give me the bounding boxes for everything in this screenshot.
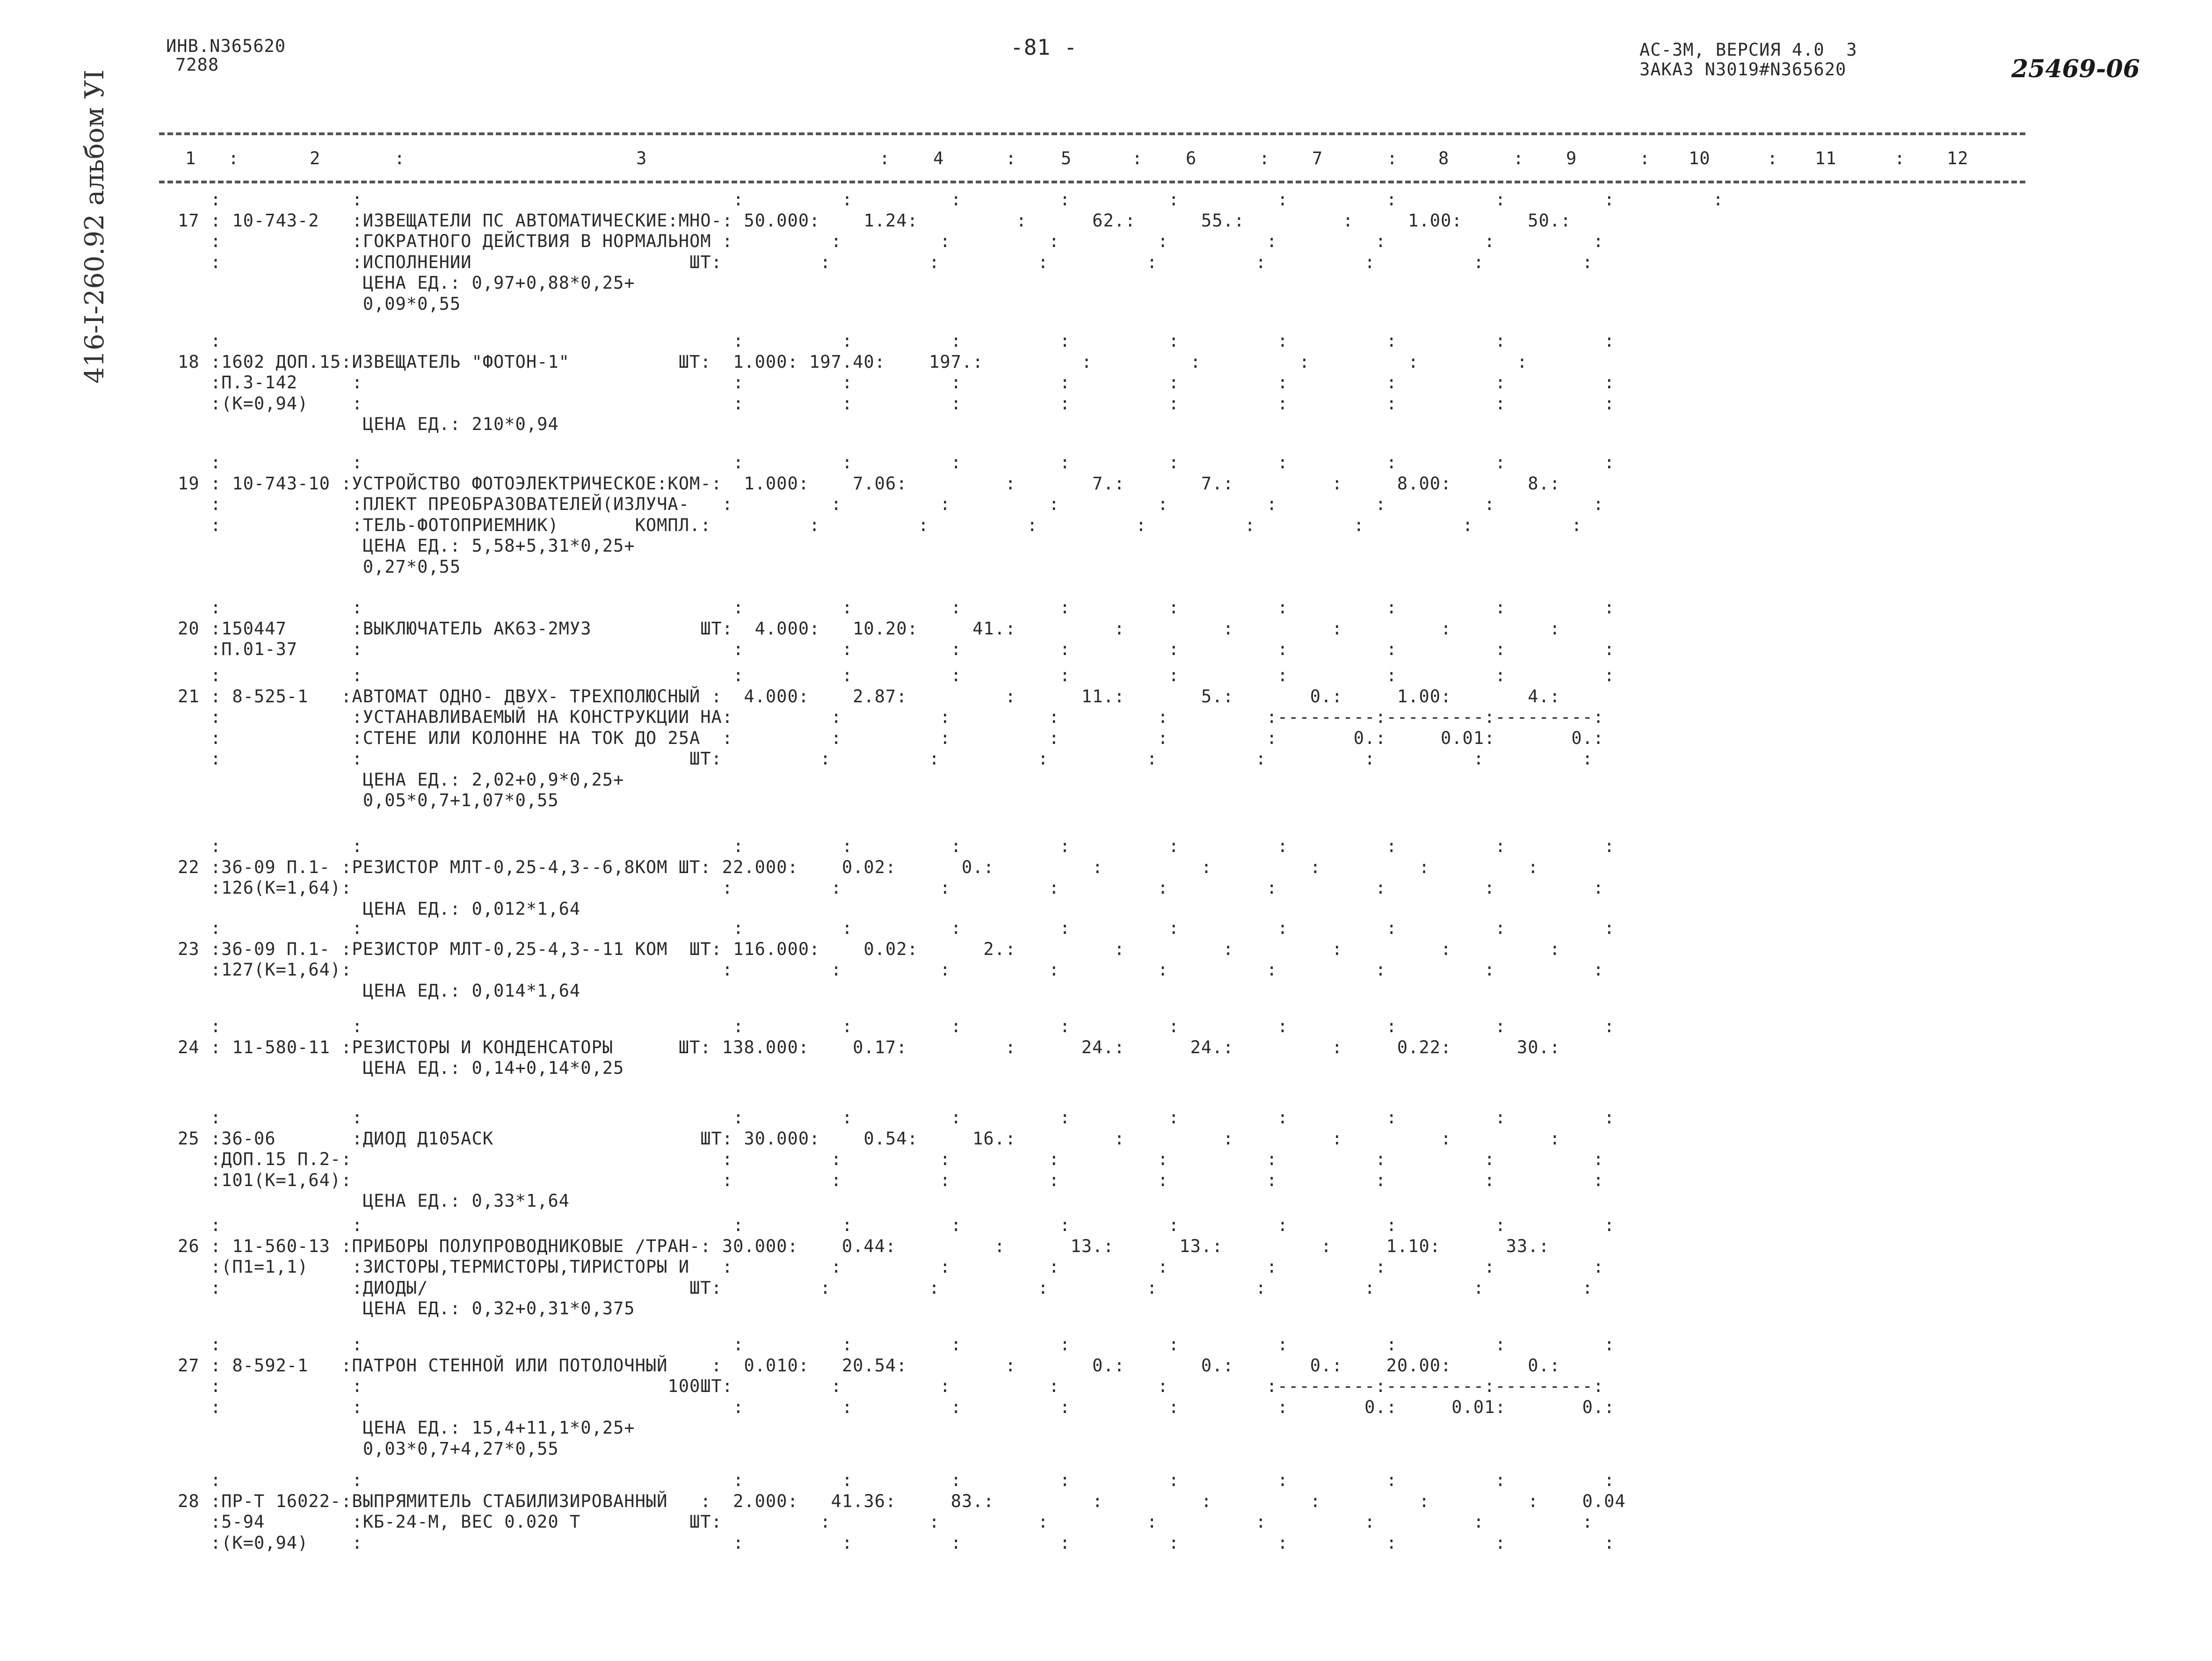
table-row-line: : :ГОКРАТНОГО ДЕЙСТВИЯ В НОРМАЛЬНОМ : : : : : : : : : [178,231,1604,251]
table-row-line: : : : : : : : : : : : [178,665,1615,685]
table-row-line: :5-94 :КБ-24-М, ВЕС 0.020 Т ШТ: : : : : : : : : [178,1512,1593,1532]
table-row-line: : : : : : : : : : : : [178,918,1615,938]
table-row-line: : :СТЕНЕ ИЛИ КОЛОННЕ НА ТОК ДО 25А : : : : : : 0.: 0.01: 0.: [178,728,1604,748]
table-row-line: : : : : : : : : : : [178,331,1615,351]
header-rule-top [159,132,2025,135]
order-number: ЗАКАЗ N3019#N365620 [1639,59,1847,80]
table-row-line: : : : : : : : : : : : [178,1334,1615,1355]
table-row-line: 18 :1602 ДОП.15:ИЗВЕЩАТЕЛЬ "ФОТОН-1" ШТ: 1.000: 197.40: 197.: : : : : : [178,351,1528,372]
side-album-label: 416-I-260.92 альбом УI [80,69,110,384]
table-row-line: : : : : : : : : 0.: 0.01: 0.: [178,1397,1615,1417]
column-header: 10 [1689,148,1711,168]
table-row-line: : : : : : : : : : : : [178,1107,1615,1128]
table-row-line: : : : : : : : : : : : [178,452,1615,473]
table-row-line: ЦЕНА ЕД.: 5,58+5,31*0,25+ [178,536,635,556]
table-row-line: 17 : 10-743-2 :ИЗВЕЩАТЕЛИ ПС АВТОМАТИЧЕСКИЕ:МНО-: 50.000: 1.24: : 62.: 55.: : 1.00: 50.: [178,210,1572,231]
table-row-line: ЦЕНА ЕД.: 0,014*1,64 [178,980,581,1001]
table-row-line: 0,03*0,7+4,27*0,55 [178,1438,559,1459]
column-header: 4 [933,148,944,168]
table-row-line: : : 100ШТ: : : : : :---------:---------:---------: [178,1376,1604,1396]
archive-stamp: 25469-06 [2011,55,2140,83]
table-row-line: :(П1=1,1) :ЗИСТОРЫ,ТЕРМИСТОРЫ,ТИРИСТОРЫ И : : : : : : : : : [178,1257,1604,1277]
table-row-line: : :ТЕЛЬ-ФОТОПРИЕМНИК) КОМПЛ.: : : : : : : : : [178,515,1582,535]
column-header: 8 [1438,148,1450,168]
table-row-line: 25 :36-06 :ДИОД Д105АСК ШТ: 30.000: 0.54: 16.: : : : : : [178,1128,1561,1149]
column-header: 2 [310,148,321,168]
table-row-line: :101(К=1,64): : : : : : : : : : [178,1170,1604,1190]
column-header: 7 [1312,148,1323,168]
table-row-line: : :УСТАНАВЛИВАЕМЫЙ НА КОНСТРУКЦИИ НА: : : : : :---------:---------:---------: [178,707,1604,727]
table-row-line: :П.3-142 : : : : : : : : : : [178,372,1615,393]
table-row-line: :(К=0,94) : : : : : : : : : : [178,1532,1615,1553]
table-row-line: :П.01-37 : : : : : : : : : : [178,639,1615,659]
table-row-line: : : ШТ: : : : : : : : : [178,749,1593,769]
column-header: 3 [636,148,647,168]
column-header: 5 [1061,148,1072,168]
table-row-line: : : : : : : : : : : : [178,597,1615,618]
table-row-line: :ДОП.15 П.2-: : : : : : : : : : [178,1149,1604,1169]
table-row-line: ЦЕНА ЕД.: 0,32+0,31*0,375 [178,1298,635,1319]
table-row-line: ЦЕНА ЕД.: 210*0,94 [178,414,559,434]
table-row-line: : :ПЛЕКТ ПРЕОБРАЗОВАТЕЛЕЙ(ИЗЛУЧА- : : : : : : : : : [178,494,1604,514]
table-row-line: ЦЕНА ЕД.: 0,97+0,88*0,25+ [178,273,635,293]
table-row-line: : : : : : : : : : : : [178,1215,1615,1235]
table-row-line: : : : : : : : : : : : [178,1470,1615,1490]
table-row-line: ЦЕНА ЕД.: 0,012*1,64 [178,898,581,919]
table-row-line: : :ДИОДЫ/ ШТ: : : : : : : : : [178,1277,1593,1298]
table-row-line: 20 :150447 :ВЫКЛЮЧАТЕЛЬ АК63-2МУ3 ШТ: 4.000: 10.20: 41.: : : : : : [178,618,1561,639]
column-header: 6 [1186,148,1197,168]
column-header: 11 [1815,148,1837,168]
table-row-line: ЦЕНА ЕД.: 0,14+0,14*0,25 [178,1058,624,1078]
table-row-line: 23 :36-09 П.1- :РЕЗИСТОР МЛТ-0,25-4,3--11 КОМ ШТ: 116.000: 0.02: 2.: : : : : : [178,939,1561,959]
table-row-line: ЦЕНА ЕД.: 2,02+0,9*0,25+ [178,769,624,790]
table-row-line: 26 : 11-560-13 :ПРИБОРЫ ПОЛУПРОВОДНИКОВЫЕ /ТРАН-: 30.000: 0.44: : 13.: 13.: : 1.10: 33.: [178,1236,1550,1256]
table-row-line: 19 : 10-743-10 :УСТРОЙСТВО ФОТОЭЛЕКТРИЧЕСКОЕ:КОМ-: 1.000: 7.06: : 7.: 7.: : 8.00: 8.: [178,473,1561,494]
column-header: 12 [1947,148,1969,168]
header-rule-bottom [159,181,2025,183]
table-row-line: 24 : 11-580-11 :РЕЗИСТОРЫ И КОНДЕНСАТОРЫ ШТ: 138.000: 0.17: : 24.: 24.: : 0.22: 30.: [178,1037,1561,1057]
inventory-number: ИНВ.N365620 [166,36,286,56]
table-row-line: : : : : : : : : : : : : [178,189,1724,210]
table-row-line: :126(К=1,64): : : : : : : : : : [178,878,1604,898]
table-row-line: ЦЕНА ЕД.: 0,33*1,64 [178,1191,570,1211]
table-row-line: : :ИСПОЛНЕНИИ ШТ: : : : : : : : : [178,252,1593,272]
table-row-line: 0,09*0,55 [178,293,461,314]
page-number: -81 - [1010,35,1078,60]
column-header: 9 [1566,148,1577,168]
table-row-line: ЦЕНА ЕД.: 15,4+11,1*0,25+ [178,1418,635,1438]
table-row-line: 0,05*0,7+1,07*0,55 [178,790,559,810]
table-row-line: 27 : 8-592-1 :ПАТРОН СТЕННОЙ ИЛИ ПОТОЛОЧНЫЙ : 0.010: 20.54: : 0.: 0.: 0.: 20.00: 0.: [178,1355,1561,1376]
program-version: АС-3М, ВЕРСИЯ 4.0 3 [1639,40,1857,60]
column-header: 1 [185,148,196,168]
table-row-line: : : : : : : : : : : : [178,836,1615,856]
table-row-line: :(К=0,94) : : : : : : : : : : [178,393,1615,414]
table-row-line: : : : : : : : : : : : [178,1016,1615,1036]
table-row-line: :127(К=1,64): : : : : : : : : : [178,960,1604,980]
table-row-line: 21 : 8-525-1 :АВТОМАТ ОДНО- ДВУХ- ТРЕХПОЛЮСНЫЙ : 4.000: 2.87: : 11.: 5.: 0.: 1.00: 4.: [178,686,1561,707]
document-number: 7288 [175,55,219,75]
table-row-line: 0,27*0,55 [178,556,461,577]
table-row-line: 28 :ПР-Т 16022-:ВЫПРЯМИТЕЛЬ СТАБИЛИЗИРОВАННЫЙ : 2.000: 41.36: 83.: : : : : : 0.04 [178,1491,1626,1511]
table-row-line: 22 :36-09 П.1- :РЕЗИСТОР МЛТ-0,25-4,3--6,8КОМ ШТ: 22.000: 0.02: 0.: : : : : : [178,857,1539,877]
